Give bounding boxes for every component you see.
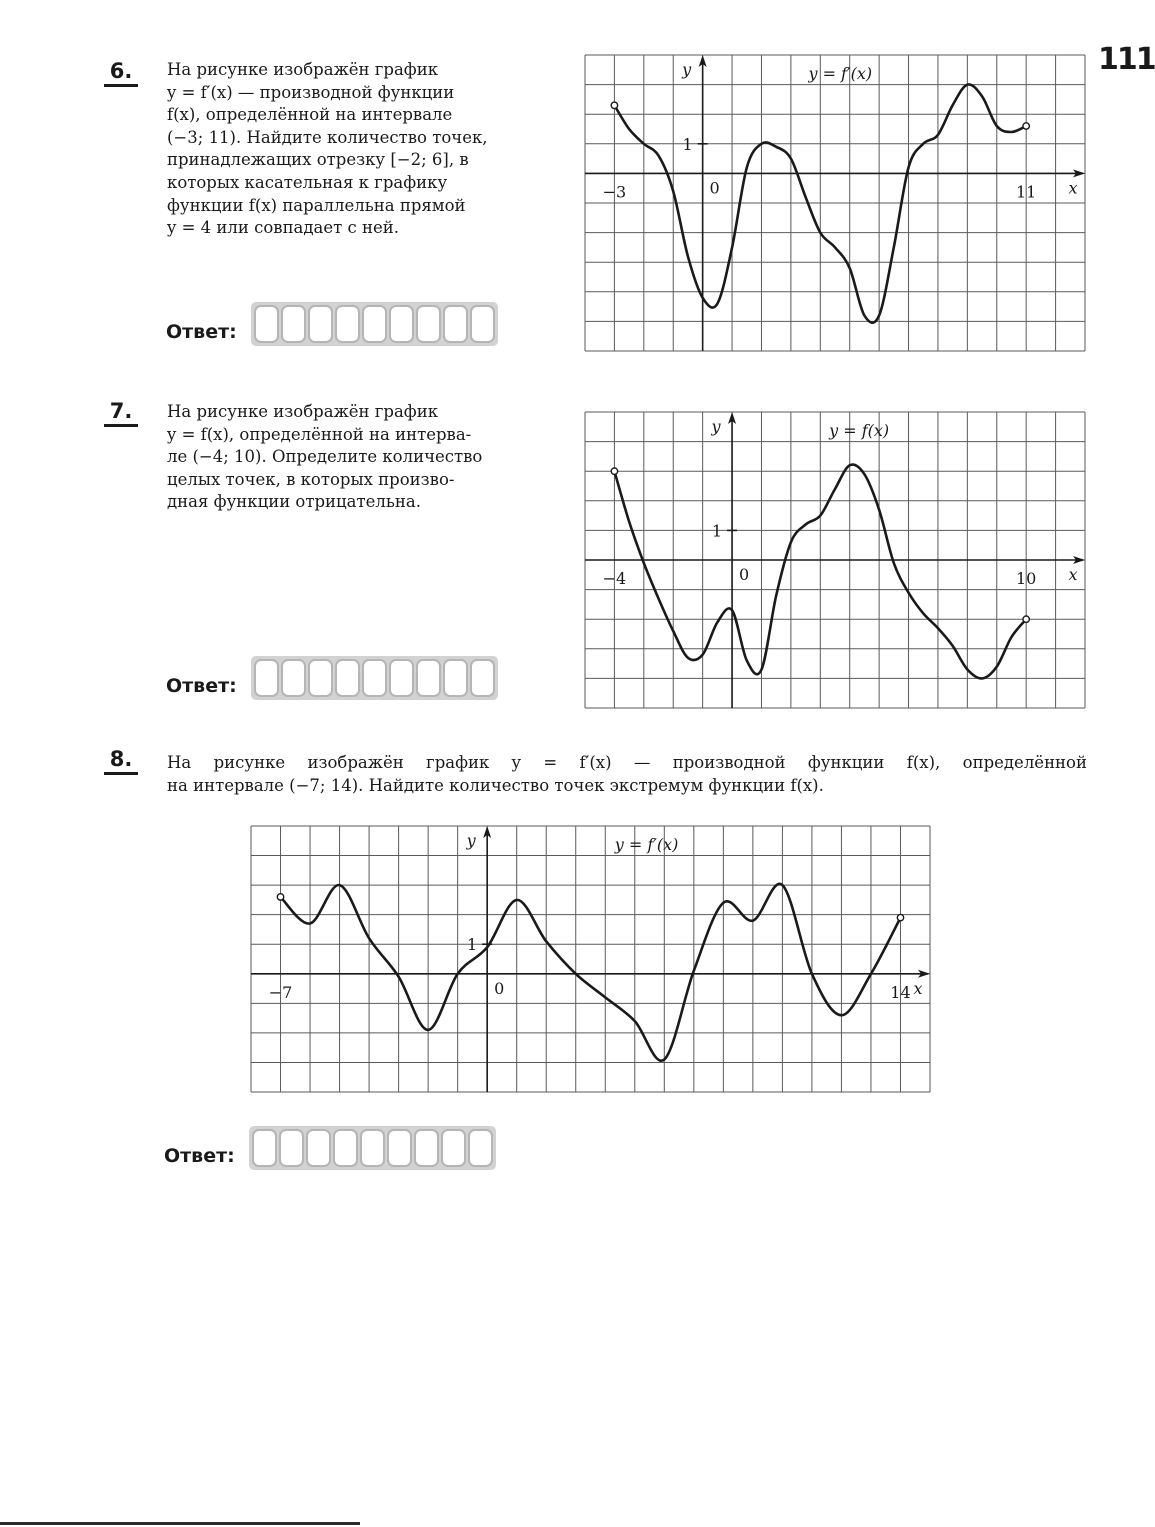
x-tick-label-left: −7 [268, 982, 293, 1002]
y-unit-label: 1 [682, 134, 693, 154]
origin-label: 0 [709, 178, 720, 198]
problem-6-line: f(x), определённой на интервале [167, 105, 453, 125]
graph-problem-7 [585, 412, 1085, 708]
answer-cell[interactable] [414, 1129, 439, 1167]
problem-6-line: На рисунке изображён график [167, 60, 439, 79]
open-endpoint-left [611, 102, 617, 108]
x-tick-label-left: −4 [602, 569, 627, 588]
answer-cell[interactable] [443, 305, 468, 343]
origin-label: 0 [738, 565, 750, 584]
answer-7 [166, 656, 498, 700]
answer-cell[interactable] [443, 659, 468, 697]
problem-6-line: y = f′(x) — производной функции [167, 82, 455, 102]
open-endpoint-right [1023, 123, 1029, 129]
answer-cell[interactable] [254, 659, 279, 697]
answer-cell[interactable] [387, 1129, 412, 1167]
chart-title: y = f′(x) [808, 64, 873, 83]
answer-label: Ответ: [164, 1145, 235, 1167]
answer-cell[interactable] [389, 659, 414, 697]
open-endpoint-left [277, 894, 283, 900]
problem-6-line: (−3; 11). Найдите количество точек, [167, 127, 488, 147]
answer-cell[interactable] [333, 1129, 358, 1167]
problem-number-8: 8. [104, 748, 138, 775]
answer-input-6[interactable] [251, 302, 498, 346]
answer-8 [164, 1126, 496, 1170]
y-axis-label: y [466, 831, 476, 850]
x-tick-label-left: −3 [602, 182, 627, 202]
answer-label: Ответ: [166, 675, 237, 697]
answer-input-8[interactable] [249, 1126, 496, 1170]
problem-7-line: y = f(x), определённой на интерва- [167, 424, 472, 444]
series-line [281, 884, 901, 1061]
x-axis-label: x [1068, 565, 1078, 584]
x-tick-label-right: 14 [890, 982, 911, 1002]
answer-cell[interactable] [281, 659, 306, 697]
problem-7-text [167, 401, 554, 514]
problem-8-line: на интервале (−7; 14). Найдите количество точек экстремум функции f(x). [167, 775, 824, 795]
answer-cell[interactable] [308, 659, 333, 697]
y-axis-label: y [682, 60, 692, 79]
x-tick-label-right: 10 [1015, 569, 1037, 588]
problem-6-line: которых касательная к графику [167, 172, 448, 192]
problem-7-line: дная функции отрицательна. [167, 492, 421, 512]
answer-cell[interactable] [470, 305, 495, 343]
open-endpoint-right [897, 914, 903, 920]
problem-6-line: функции f(x) параллельна прямой [167, 195, 466, 215]
answer-cell[interactable] [281, 305, 306, 343]
page-number: 111 [1098, 42, 1155, 77]
chart-title: y = f′(x) [614, 835, 679, 854]
problem-6-line: y = 4 или совпадает с ней. [167, 218, 400, 238]
open-endpoint-left [611, 468, 617, 474]
answer-cell[interactable] [441, 1129, 466, 1167]
answer-cell[interactable] [362, 305, 387, 343]
answer-cell[interactable] [416, 659, 441, 697]
graph-problem-6 [585, 55, 1085, 351]
answer-cell[interactable] [279, 1129, 304, 1167]
answer-cell[interactable] [252, 1129, 277, 1167]
problem-number-7: 7. [104, 400, 138, 427]
problem-8-line: На рисунке изображён график y = f′(x) — производной функции f(x), определённой [167, 753, 1087, 772]
y-unit-label: 1 [711, 521, 723, 541]
problem-6-line: принадлежащих отрезку [−2; 6], в [167, 150, 469, 170]
bottom-rule [0, 1522, 360, 1525]
answer-input-7[interactable] [251, 656, 498, 700]
answer-cell[interactable] [470, 659, 495, 697]
y-unit-label: 1 [466, 935, 478, 955]
open-endpoint-right [1023, 616, 1029, 622]
problem-7-line: целых точек, в которых произво- [167, 469, 455, 489]
x-tick-label-right: 11 [1015, 182, 1037, 202]
answer-cell[interactable] [389, 305, 414, 343]
problem-7-line: На рисунке изображён график [167, 402, 439, 421]
problem-6-text [167, 59, 554, 240]
answer-cell[interactable] [468, 1129, 493, 1167]
chart-title: y = f(x) [829, 421, 890, 440]
answer-cell[interactable] [308, 305, 333, 343]
answer-cell[interactable] [362, 659, 387, 697]
answer-cell[interactable] [254, 305, 279, 343]
answer-6 [166, 302, 498, 346]
x-axis-label: x [1068, 178, 1078, 198]
problem-7-line: ле (−4; 10). Определите количество [167, 447, 483, 467]
y-axis-label: y [711, 417, 721, 436]
answer-cell[interactable] [306, 1129, 331, 1167]
answer-label: Ответ: [166, 321, 237, 343]
x-axis-label: x [913, 978, 923, 998]
answer-cell[interactable] [360, 1129, 385, 1167]
answer-cell[interactable] [335, 305, 360, 343]
graph-problem-8 [251, 826, 930, 1092]
answer-cell[interactable] [335, 659, 360, 697]
origin-label: 0 [494, 978, 505, 998]
problem-8-text [167, 752, 1087, 797]
answer-cell[interactable] [416, 305, 441, 343]
problem-number-6: 6. [104, 60, 138, 87]
